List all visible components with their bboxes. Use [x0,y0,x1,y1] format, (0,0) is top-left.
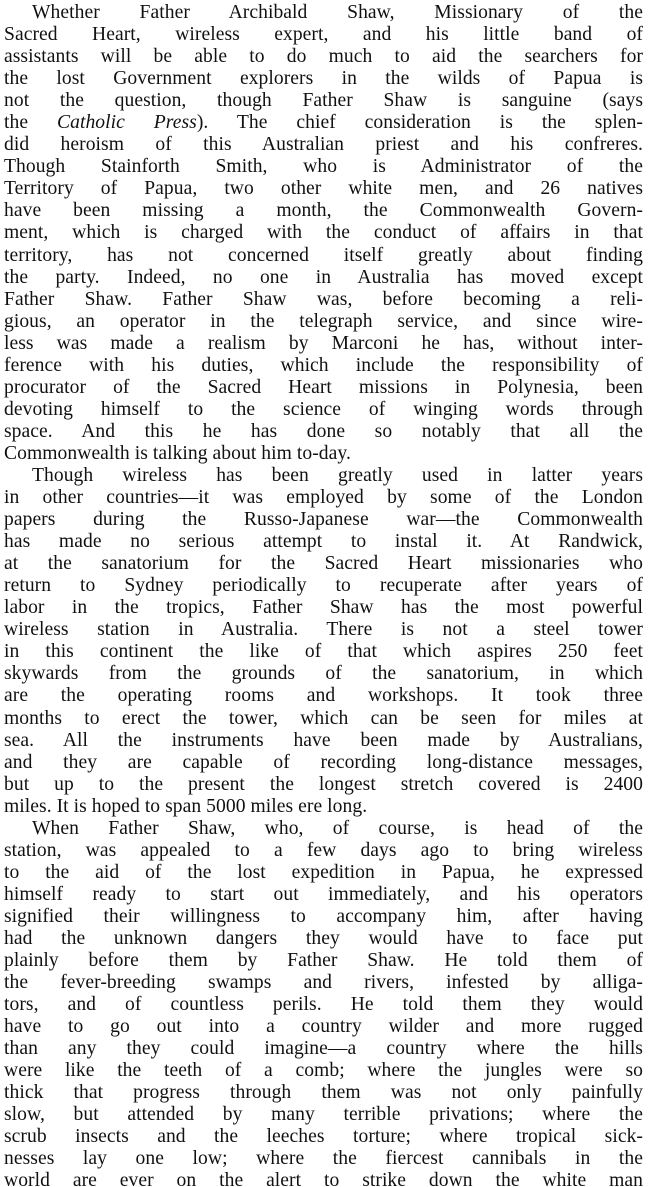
text-line: to the aid of the lost expedition in Papua, he expressed [4,861,643,883]
text-line: himself ready to start out immediately, and his operators [4,883,643,905]
text-line: world are ever on the alert to strike down the white man [4,1170,643,1187]
text-line: slow, but attended by many terrible privations; where the [4,1104,643,1126]
text-line: Whether Father Archibald Shaw, Missionary of the [32,2,643,23]
text-line: are the operating rooms and workshops. It took three [4,685,643,707]
text-line: in this continent the like of that which aspires 250 feet [4,641,643,663]
paragraph [4,2,643,465]
text-line: were like the teeth of a comb; where the jungles were so [4,1060,643,1082]
text-line: the party. Indeed, no one in Australia has moved except [4,266,643,288]
text-line: When Father Shaw, who, of course, is head of the [32,817,643,839]
publication-title: Catholic Press [56,112,197,134]
paragraph [4,818,643,1187]
text-line: Territory of Papua, two other white men, and 26 natives [4,178,643,200]
paragraph [4,465,643,818]
text-line: signified their willingness to accompany him, after having [4,905,643,927]
text-line: Father Shaw. Father Shaw was, before becoming a reli- [4,288,643,310]
text-line: at the sanatorium for the Sacred Heart missionaries who [4,553,643,575]
text-line: ference with his duties, which include the responsibility of [4,354,643,376]
text-line: in other countries—it was employed by some of the London [4,487,643,509]
text-line: gious, an operator in the telegraph service, and since wire- [4,310,643,332]
text-line: ment, which is charged with the conduct of affairs in that [4,222,643,244]
text-line: thick that progress through them was not only painfully [4,1082,643,1104]
text-line: procurator of the Sacred Heart missions in Polynesia, been [4,376,643,398]
text-line: has made no serious attempt to instal it. At Randwick, [4,531,643,553]
text-line: devoting himself to the science of winging words through [4,398,643,420]
text-line: than any they could imagine—a country where the hills [4,1038,643,1060]
text-line: miles. It is hoped to span 5000 miles ere long. [4,795,368,817]
text-line: Sacred Heart, wireless expert, and his little band of [4,24,643,46]
article-body [4,2,643,1187]
text-line: assistants will be able to do much to aid the searchers for [4,46,643,68]
text-line: return to Sydney periodically to recuperate after years of [4,575,643,597]
text-line [4,112,643,134]
text-line: less was made a realism by Marconi he has, without inter- [4,332,643,354]
text-line: and they are capable of recording long-distance messages, [4,751,643,773]
text-line: skywards from the grounds of the sanatorium, in which [4,663,643,685]
text-line: tors, and of countless perils. He told them they would [4,994,643,1016]
text-line: labor in the tropics, Father Shaw has the most powerful [4,597,643,619]
text-line: sea. All the instruments have been made by Australians, [4,729,643,751]
text-line: did heroism of this Australian priest and his confreres. [4,134,643,156]
text-line: have been missing a month, the Commonwealth Govern- [4,200,643,222]
text-line: station, was appealed to a few days ago to bring wireless [4,839,643,861]
text-line: the fever-breeding swamps and rivers, infested by alliga- [4,972,643,994]
text-line: Commonwealth is talking about him to-day. [4,442,351,464]
text-line: Though Stainforth Smith, who is Administrator of the [4,156,643,178]
text-line: scrub insects and the leeches torture; where tropical sick- [4,1126,643,1148]
text-line: territory, has not concerned itself greatly about finding [4,244,643,266]
text-line: papers during the Russo-Japanese war—the Commonwealth [4,509,643,531]
text-line: the lost Government explorers in the wilds of Papua is [4,68,643,90]
text-line: plainly before them by Father Shaw. He told them of [4,950,643,972]
text-line: space. And this he has done so notably that all the [4,420,643,442]
text-line: but up to the present the longest stretch covered is 2400 [4,773,643,795]
text-line: not the question, though Father Shaw is sanguine (says [4,90,643,112]
text-line: have to go out into a country wilder and more rugged [4,1016,643,1038]
text-line: nesses lay one low; where the fiercest cannibals in the [4,1148,643,1170]
text-segment: ). The chief consideration is the splen- [196,112,643,134]
text-segment: the [4,112,57,134]
text-line: Though wireless has been greatly used in latter years [32,464,643,486]
text-line: months to erect the tower, which can be seen for miles at [4,707,643,729]
text-line: wireless station in Australia. There is not a steel tower [4,619,643,641]
text-line: had the unknown dangers they would have to face put [4,927,643,949]
